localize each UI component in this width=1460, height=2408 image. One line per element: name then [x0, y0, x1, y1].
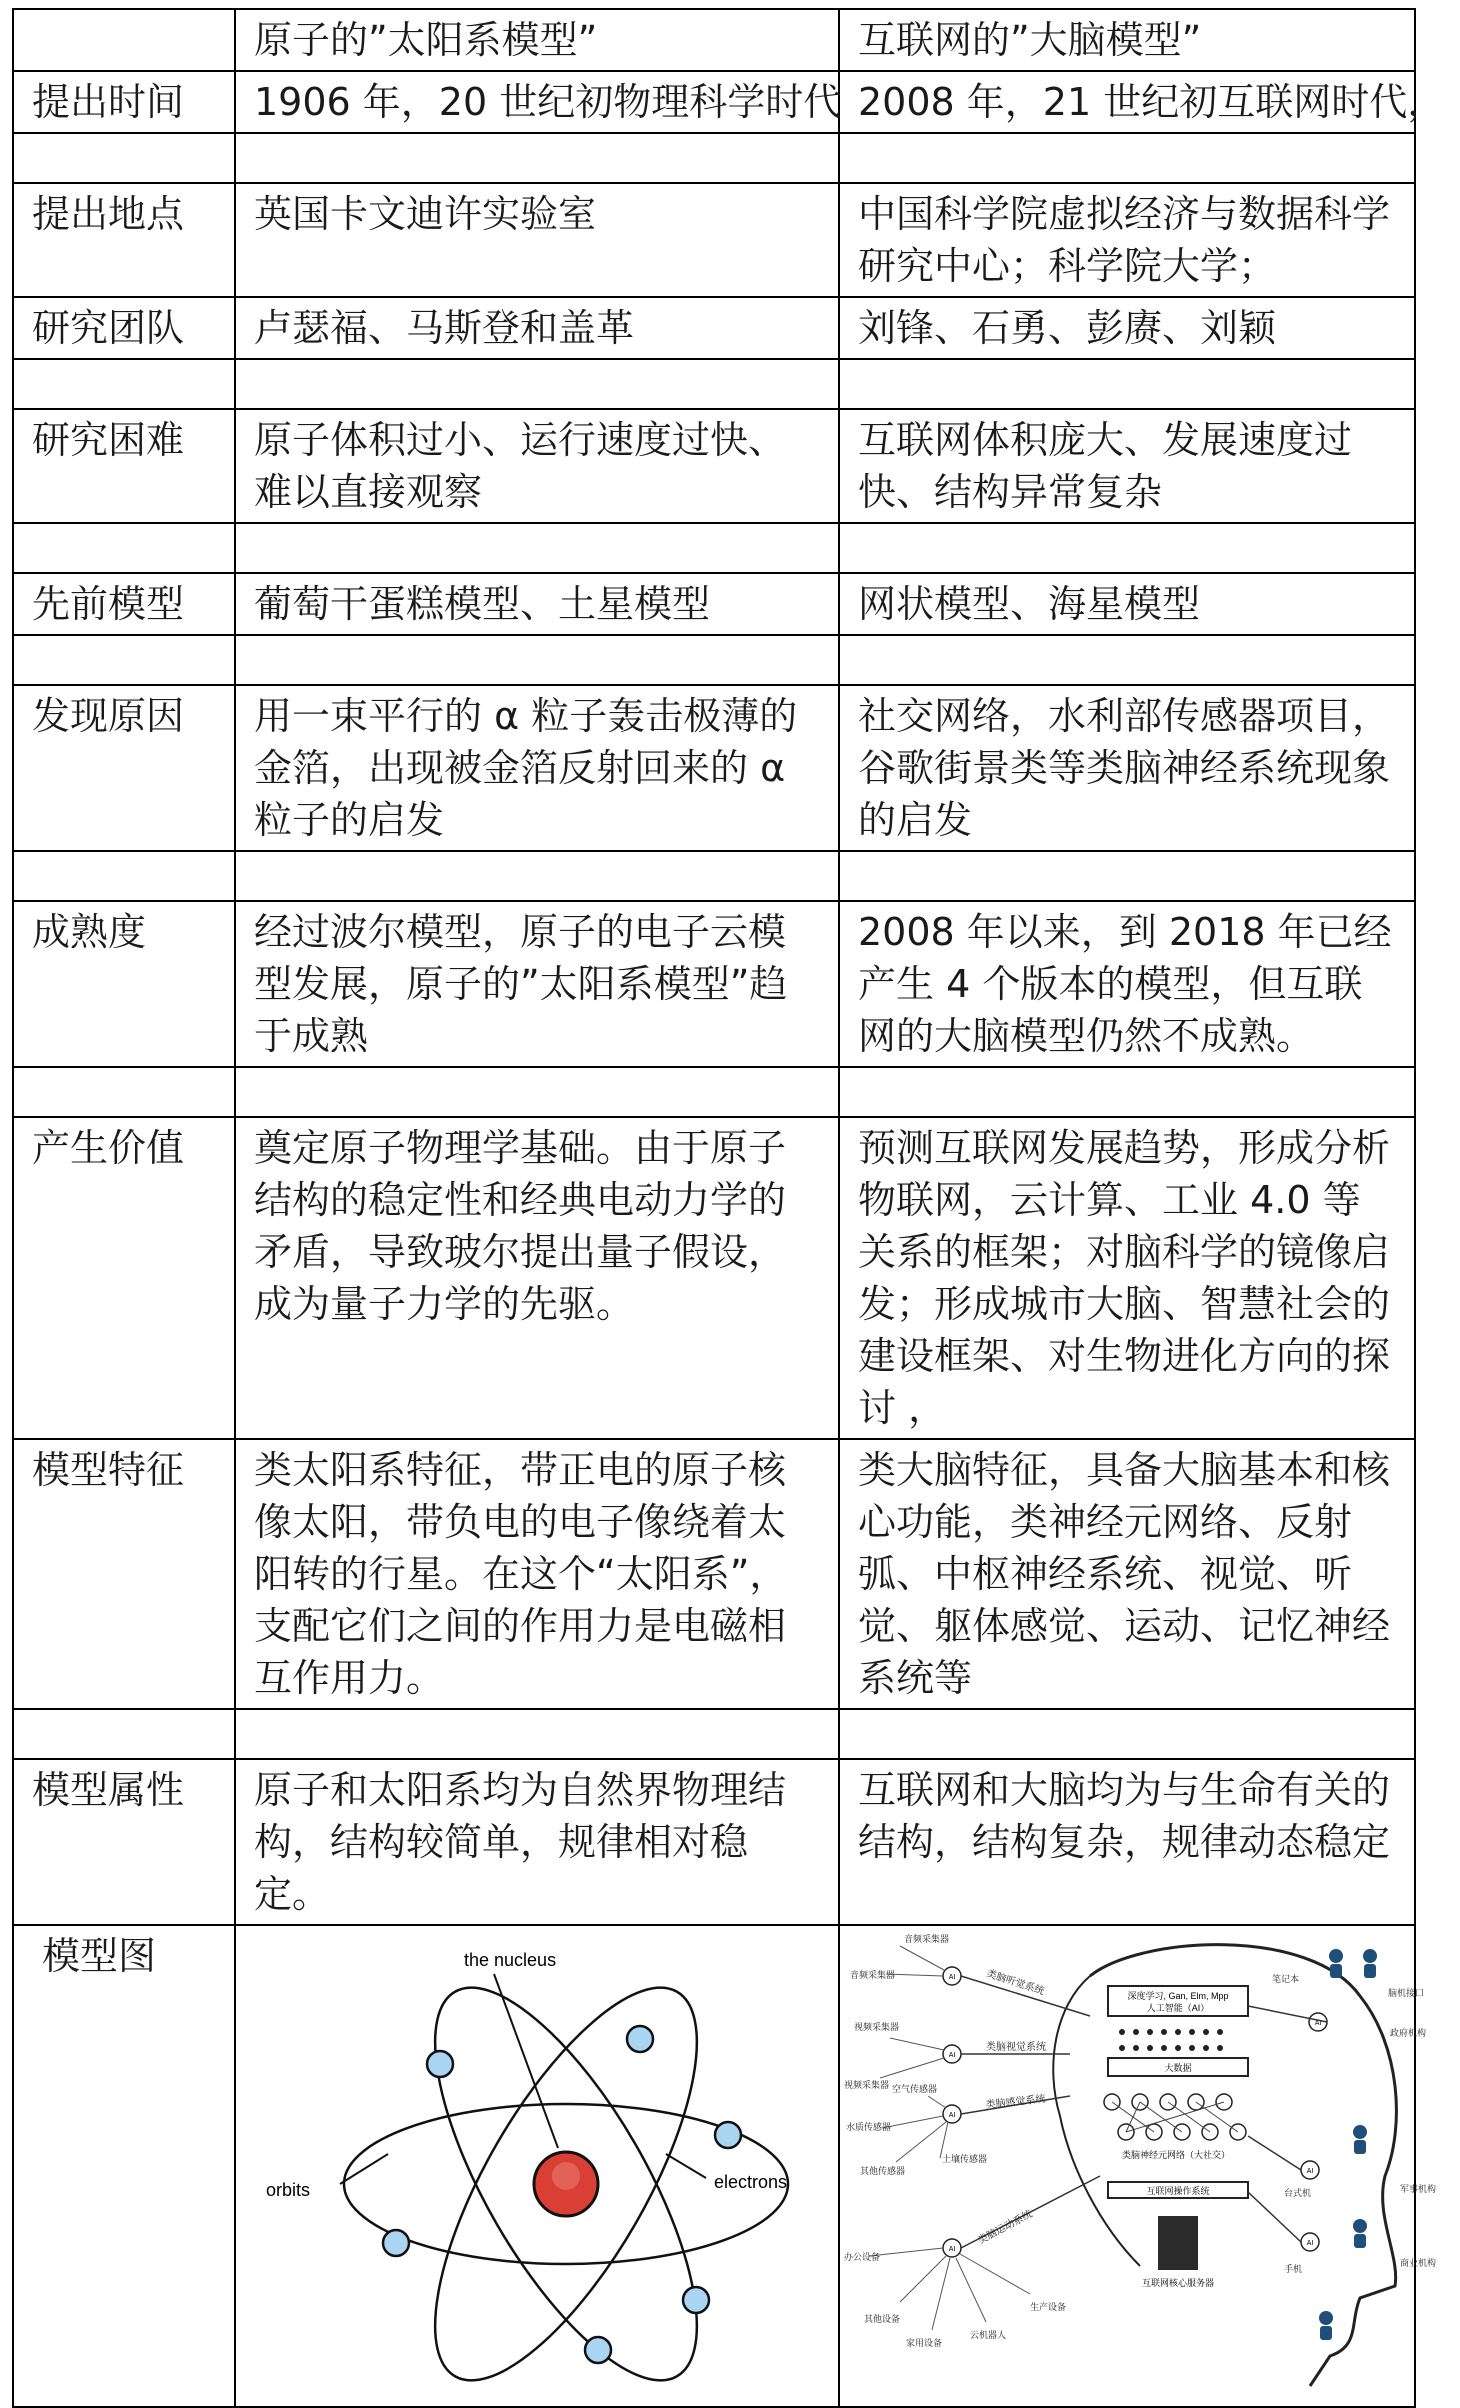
- brain-cell: 刘锋、石勇、彭赓、刘颖: [839, 297, 1415, 359]
- atom-cell: 奠定原子物理学基础。由于原子结构的稳定性和经典电动力学的矛盾，导致玻尔提出量子假设，成为量子力学的先驱。: [235, 1117, 839, 1439]
- brain-cell: 网状模型、海星模型: [839, 573, 1415, 635]
- system-label: 类脑视觉系统: [986, 2042, 1046, 2053]
- header-row: [13, 9, 1415, 71]
- table-row: [13, 71, 1415, 133]
- electron: [715, 2122, 741, 2148]
- table-row: [13, 1117, 1415, 1439]
- table-row: [13, 1759, 1415, 1925]
- spacer-row: [13, 523, 1415, 573]
- table-row: [13, 573, 1415, 635]
- svg-text:AI: AI: [948, 2112, 956, 2119]
- core-server-label: 互联网核心服务器: [1141, 2278, 1215, 2288]
- atom-cell: 卢瑟福、马斯登和盖革: [235, 297, 839, 359]
- brain-cell: 互联网体积庞大、发展速度过快、结构异常复杂: [839, 409, 1415, 523]
- svg-text:AI: AI: [1306, 2168, 1314, 2175]
- core-os-label: 互联网操作系统: [1146, 2186, 1210, 2196]
- system-label: 类脑运动系统: [976, 2208, 1035, 2247]
- atom-cell: 葡萄干蛋糕模型、土星模型: [235, 573, 839, 635]
- neuron-dots: [1119, 2029, 1223, 2051]
- figure-row: [13, 1925, 1415, 2407]
- right-label: 政府机构: [1390, 2028, 1427, 2038]
- atom-diagram: [236, 1926, 802, 2396]
- atom-cell: 1906 年，20 世纪初物理科学时代: [235, 71, 839, 133]
- atom-cell: 原子体积过小、运行速度过快、难以直接观察: [235, 409, 839, 523]
- electron: [383, 2230, 409, 2256]
- table-row: [13, 1439, 1415, 1709]
- sensor-labels: [844, 1933, 1066, 2348]
- person-icon: [1353, 2219, 1367, 2233]
- row-label: 产生价值: [13, 1117, 235, 1439]
- brain-model-figure: [839, 1925, 1437, 2407]
- orbits-label: orbits: [266, 2180, 311, 2200]
- core-ai-label: 人工智能（AI）: [1146, 2003, 1210, 2013]
- brain-cell: 2008 年，21 世纪初互联网时代，: [839, 71, 1415, 133]
- atom-cell: 英国卡文迪许实验室: [235, 183, 839, 297]
- core-neuron-label: 类脑神经元网络（大社交）: [1121, 2150, 1231, 2160]
- svg-text:AI: AI: [1306, 2240, 1314, 2247]
- system-label: 类脑听觉系统: [985, 1968, 1046, 1998]
- sensor-label: 空气传感器: [892, 2084, 938, 2094]
- atom-cell: 用一束平行的 α 粒子轰击极薄的金箔，出现被金箔反射回来的 α 粒子的启发: [235, 685, 839, 851]
- svg-text:AI: AI: [948, 1974, 956, 1981]
- spacer-row: [13, 635, 1415, 685]
- brain-cell: 类大脑特征，具备大脑基本和核心功能，类神经元网络、反射弧、中枢神经系统、视觉、听觉、躯体感觉、运动、记忆神经系统等: [839, 1439, 1415, 1709]
- row-label: 提出时间: [13, 71, 235, 133]
- nucleus-label: the nucleus: [464, 1950, 557, 1970]
- header-atom-model: 原子的”太阳系模型”: [235, 9, 839, 71]
- row-label: 提出地点: [13, 183, 235, 297]
- core-bigdata-label: 大数据: [1164, 2063, 1192, 2073]
- spacer-row: [13, 359, 1415, 409]
- atom-cell: 类太阳系特征，带正电的原子核像太阳，带负电的电子像绕着太阳转的行星。在这个“太阳系”，支配它们之间的作用力是电磁相互作用力。: [235, 1439, 839, 1709]
- table-row: [13, 409, 1415, 523]
- row-label: 成熟度: [13, 901, 235, 1067]
- right-label: 台式机: [1284, 2188, 1312, 2198]
- electron: [683, 2287, 709, 2313]
- core-ai-label: 深度学习, Gan, Elm, Mpp: [1127, 1991, 1229, 2001]
- spacer-row: [13, 1067, 1415, 1117]
- brain-cell: 社交网络，水利部传感器项目，谷歌街景类等类脑神经系统现象的启发: [839, 685, 1415, 851]
- comparison-table: [12, 8, 1446, 2408]
- person-icon: [1353, 2125, 1367, 2139]
- table-row: [13, 183, 1415, 297]
- sensor-label: 家用设备: [906, 2338, 943, 2348]
- atom-cell: 原子和太阳系均为自然界物理结构，结构较简单，规律相对稳定。: [235, 1759, 839, 1925]
- sensor-label: 其他传感器: [860, 2166, 906, 2176]
- person-icon: [1329, 1949, 1343, 1963]
- sensor-label: 生产设备: [1030, 2302, 1067, 2312]
- table-row: [13, 297, 1415, 359]
- sensor-label: 视频采集器: [854, 2022, 900, 2032]
- system-labels: [975, 1966, 1046, 2246]
- atom-cell: 经过波尔模型，原子的电子云模型发展，原子的”太阳系模型”趋于成熟: [235, 901, 839, 1067]
- svg-text:AI: AI: [948, 2052, 956, 2059]
- right-label: 手机: [1284, 2264, 1303, 2274]
- spacer-row: [13, 851, 1415, 901]
- sensor-label: 音频采集器: [850, 1970, 896, 1980]
- right-label: 笔记本: [1272, 1974, 1300, 1984]
- sensor-label: 水质传感器: [846, 2122, 892, 2132]
- nucleus-pointer: [494, 1974, 558, 2148]
- person-icon: [1319, 2311, 1333, 2325]
- brain-outline: [1053, 1976, 1140, 2266]
- row-label: 先前模型: [13, 573, 235, 635]
- row-label: 模型属性: [13, 1759, 235, 1925]
- right-label: 军事机构: [1400, 2184, 1437, 2194]
- row-label: 研究困难: [13, 409, 235, 523]
- brain-diagram: [840, 1926, 1460, 2396]
- system-label: 类脑感觉系统: [985, 2093, 1046, 2111]
- brain-cell: 中国科学院虚拟经济与数据科学研究中心；科学院大学；: [839, 183, 1415, 297]
- electron: [585, 2337, 611, 2363]
- person-icon: [1363, 1949, 1377, 1963]
- row-label: 发现原因: [13, 685, 235, 851]
- brain-cell: 2008 年以来，到 2018 年已经产生 4 个版本的模型，但互联网的大脑模型仍然不成熟。: [839, 901, 1415, 1067]
- server-icon: [1158, 2216, 1198, 2270]
- row-label: 研究团队: [13, 297, 235, 359]
- spacer-row: [13, 1709, 1415, 1759]
- sensor-label: 视频采集器: [844, 2080, 890, 2090]
- sensor-links: [870, 1946, 1030, 2330]
- sensor-label: 其他设备: [864, 2314, 901, 2324]
- row-label: 模型特征: [13, 1439, 235, 1709]
- sensor-label: 云机器人: [970, 2330, 1007, 2340]
- brain-cell: 预测互联网发展趋势，形成分析物联网，云计算、工业 4.0 等关系的框架；对脑科学的镜像启发；形成城市大脑、智慧社会的建设框架、对生物进化方向的探讨 ，: [839, 1117, 1415, 1439]
- atom-model-figure: [235, 1925, 839, 2407]
- sensor-label: 办公设备: [844, 2252, 881, 2262]
- brain-cell: 互联网和大脑均为与生命有关的结构，结构复杂，规律动态稳定: [839, 1759, 1415, 1925]
- electron: [627, 2026, 653, 2052]
- right-label: 脑机接口: [1388, 1988, 1425, 1998]
- spacer-row: [13, 133, 1415, 183]
- sensor-label: 音频采集器: [904, 1934, 950, 1944]
- electrons-label: electrons: [714, 2172, 788, 2192]
- table-row: [13, 901, 1415, 1067]
- svg-text:AI: AI: [1314, 2020, 1322, 2027]
- electron: [427, 2051, 453, 2077]
- row-label: 模型图: [13, 1925, 235, 2407]
- table-row: [13, 685, 1415, 851]
- svg-text:AI: AI: [948, 2246, 956, 2253]
- sensor-label: 土壤传感器: [942, 2154, 988, 2164]
- header-brain-model: 互联网的”大脑模型”: [839, 9, 1415, 71]
- electrons-pointer: [666, 2154, 706, 2178]
- header-empty-cell: [13, 9, 235, 71]
- right-label: 商业机构: [1400, 2258, 1437, 2268]
